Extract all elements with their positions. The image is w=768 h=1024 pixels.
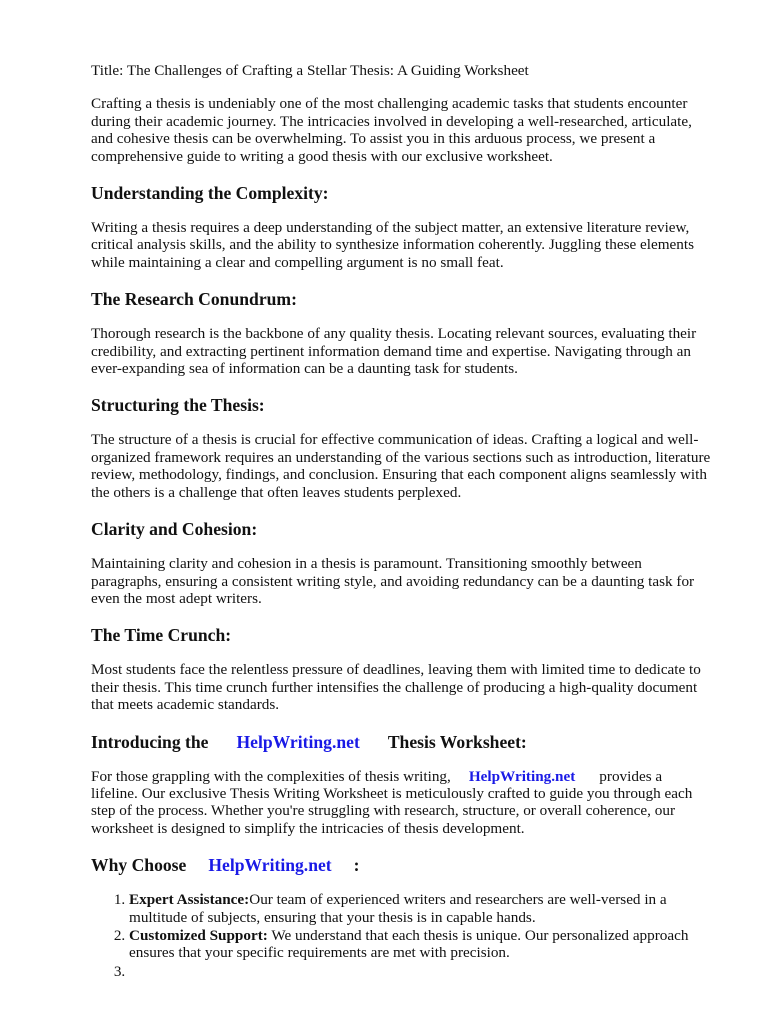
introducing-prefix: Introducing the: [91, 731, 209, 752]
why-choose-heading: [91, 855, 712, 875]
list-item: [129, 891, 712, 926]
section-body-research: Thorough research is the backbone of any quality thesis. Locating relevant sources, evaluating their credibility, and extracting pertinent information demand time and expertise. Navigating through an ever-expanding sea of information can be a daunting task for students.: [91, 325, 697, 378]
list-item: [129, 963, 712, 980]
list-item: [129, 927, 712, 962]
section-body-time: Most students face the relentless pressure of deadlines, leaving them with limited time to dedicate to their thesis. This time crunch further intensifies the challenge of producing a high-quality document that meets academic standards.: [91, 661, 701, 714]
section-body-structuring: The structure of a thesis is crucial for effective communication of ideas. Crafting a logical and well-organized framework requires an understanding of the various sections such as introduction, literature review, methodology, findings, and conclusion. Ensuring that each component aligns seamlessly with the others is a challenge that often leaves students perplexed.: [91, 431, 711, 501]
list-item-lead: Expert Assistance:: [129, 891, 250, 909]
brand-link-worksheet[interactable]: HelpWriting.net: [468, 767, 576, 785]
introducing-suffix: Thesis Worksheet:: [387, 731, 527, 752]
introducing-heading: [91, 732, 712, 752]
list-item-text: Our team of experienced writers and researchers are well-versed in a multitude of subjects, ensuring that your thesis is in capable hands.: [129, 891, 667, 926]
section-heading-clarity: Clarity and Cohesion:: [91, 519, 258, 540]
list-item-lead: Customized Support:: [129, 926, 268, 944]
brand-link-why-choose[interactable]: HelpWriting.net: [208, 855, 332, 876]
section-heading-structuring: Structuring the Thesis:: [91, 395, 265, 416]
brand-link-introducing[interactable]: HelpWriting.net: [236, 731, 360, 752]
section-body-complexity: Writing a thesis requires a deep understanding of the subject matter, an extensive literature review, critical analysis skills, and the ability to synthesize information coherently. Juggling these elements while maintaining a clear and compelling argument is no small feat.: [91, 219, 694, 271]
worksheet-after: provides a lifeline. Our exclusive Thesis Writing Worksheet is meticulously crafted to guide you through each step of the process. Whether you're struggling with research, structure, or overall coherence, our worksheet is designed to simplify the intricacies of thesis development.: [91, 767, 693, 837]
worksheet-paragraph: [91, 768, 712, 838]
reasons-list: [91, 891, 712, 980]
section-body-clarity: Maintaining clarity and cohesion in a thesis is paramount. Transitioning smoothly between paragraphs, ensuring a consistent writing style, and avoiding redundancy can be a daunting task for even the most adept writers.: [91, 555, 695, 607]
section-heading-complexity: Understanding the Complexity:: [91, 183, 329, 204]
intro-paragraph: Crafting a thesis is undeniably one of the most challenging academic tasks that students encounter during their academic journey. The intricacies involved in developing a well-researched, articulate, and cohesive thesis can be overwhelming. To assist you in this arduous process, we present a comprehensive guide to writing a good thesis with our exclusive worksheet.: [91, 95, 692, 165]
list-item-text: We understand that each thesis is unique. Our personalized approach ensures that your specific requirements are met with precision.: [129, 926, 689, 962]
section-heading-time: The Time Crunch:: [91, 625, 232, 646]
why-choose-suffix: :: [353, 855, 360, 876]
why-choose-prefix: Why Choose: [91, 855, 187, 876]
worksheet-before: For those grappling with the complexities of thesis writing,: [91, 767, 451, 785]
section-heading-research: The Research Conundrum:: [91, 289, 297, 310]
document-title-line: Title: The Challenges of Crafting a Stellar Thesis: A Guiding Worksheet: [91, 62, 529, 79]
